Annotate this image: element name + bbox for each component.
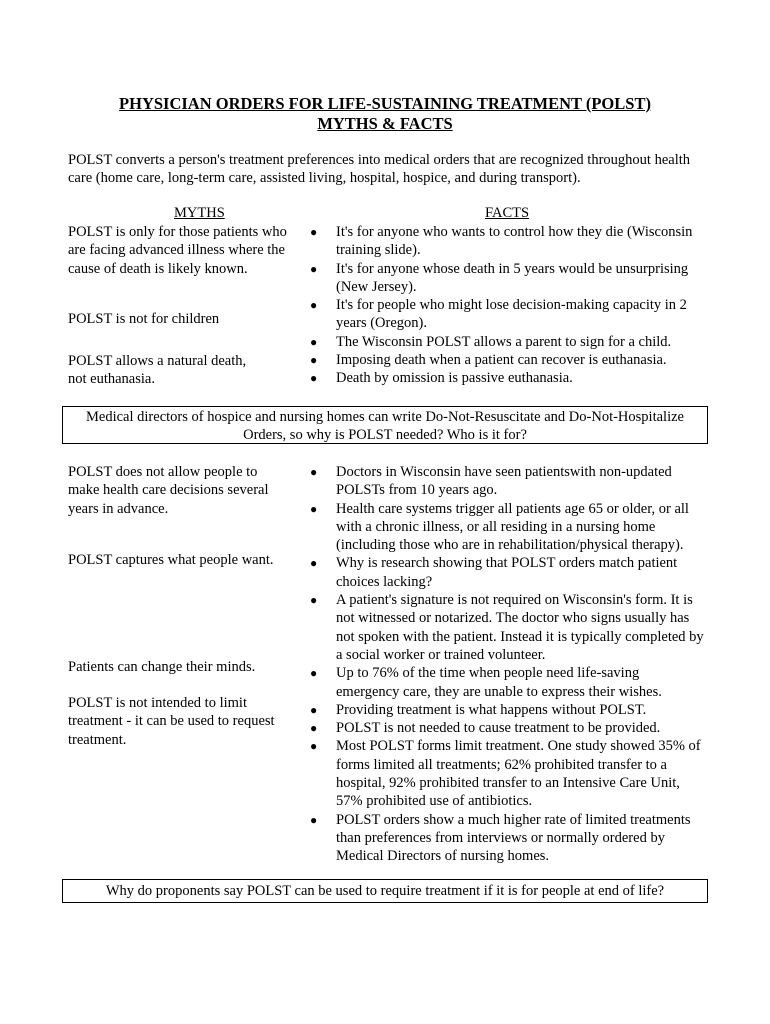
bullet-icon: ● (310, 334, 318, 349)
myth-item: POLST is not for children (68, 311, 220, 327)
list-item: ● It's for anyone who wants to control how they die (Wisconsin training slide). (310, 224, 693, 259)
list-item: ● Up to 76% of the time when people need life-saving emergency care, they are unable to express their wishes. (310, 665, 662, 700)
bullet-icon: ● (310, 261, 318, 276)
list-item: ● POLST is not needed to cause treatment to be provided. (310, 720, 661, 737)
bullet-icon: ● (310, 556, 318, 571)
question-box-1: Medical directors of hospice and nursing homes can write Do-Not-Resuscitate and Do-Not-Hospitalize Orders, so why is POLST needed? Who is it for? (62, 406, 708, 444)
list-item: ● It's for people who might lose decision-making capacity in 2 years (Oregon). (310, 297, 687, 332)
list-item: ● A patient's signature is not required on Wisconsin's form. It is not witnessed or notarized. The doctor who signs usually has not spoken with the patient. Instead it is typically completed by a social worker or trained volunteer. (310, 592, 704, 663)
myth-item: POLST does not allow people to make health care decisions several years in advance. (68, 464, 269, 517)
list-item: ● The Wisconsin POLST allows a parent to sign for a child. (310, 333, 672, 350)
myth-item: POLST is only for those patients who are facing advanced illness where the cause of death is likely known. (68, 224, 287, 277)
bullet-icon: ● (310, 298, 318, 313)
bullet-icon: ● (310, 721, 318, 736)
bullet-icon: ● (310, 371, 318, 386)
document-title (60, 94, 710, 134)
intro-paragraph: POLST converts a person's treatment preferences into medical orders that are recognized throughout health care (home care, long-term care, assisted living, hospital, hospice, and during transport). (68, 152, 690, 187)
bullet-icon: ● (310, 225, 318, 239)
myth-item: POLST captures what people want. (68, 552, 274, 568)
list-item: ● POLST orders show a much higher rate of limited treatments than preferences from interviews or normally ordered by Medical Directors of nursing homes. (310, 811, 691, 865)
list-item: ● Death by omission is passive euthanasia. (310, 370, 573, 387)
bullet-icon: ● (310, 465, 318, 479)
title-line-1: PHYSICIAN ORDERS FOR LIFE-SUSTAINING TREATMENT (POLST) (119, 94, 651, 113)
bullet-icon: ● (310, 353, 318, 368)
facts-header: FACTS (485, 205, 530, 221)
myths-header: MYTHS (174, 205, 225, 221)
facts-list-1 (306, 223, 706, 388)
bullet-icon: ● (310, 739, 318, 754)
list-item: ● Imposing death when a patient can recover is euthanasia. (310, 352, 667, 369)
bullet-icon: ● (310, 593, 318, 608)
myth-item: POLST is not intended to limit treatment - it can be used to request treatment. (68, 695, 275, 748)
list-item: ● Why is research showing that POLST orders match patient choices lacking? (310, 555, 678, 590)
list-item: ● Doctors in Wisconsin have seen patientswith non-updated POLSTs from 10 years ago. (310, 464, 672, 499)
title-line-2: MYTHS & FACTS (317, 114, 453, 133)
list-item: ● Health care systems trigger all patients age 65 or older, or all with a chronic illness, or all residing in a nursing home (including those who are in rehabilitation/physical therapy). (310, 500, 689, 554)
myth-item: Patients can change their minds. (68, 659, 256, 675)
bullet-icon: ● (310, 501, 318, 516)
bullet-icon: ● (310, 812, 318, 827)
question-box-2: Why do proponents say POLST can be used to require treatment if it is for people at end of life? (62, 879, 708, 903)
list-item: ● Most POLST forms limit treatment. One study showed 35% of forms limited all treatments; 62% prohibited transfer to a hospital, 92% prohibited transfer to an Intensive Care Unit, 57% prohibited use of antibiotics. (310, 738, 701, 810)
bullet-icon: ● (310, 702, 318, 717)
list-item: ● It's for anyone whose death in 5 years would be unsurprising (New Jersey). (310, 260, 689, 295)
list-item: ● Providing treatment is what happens without POLST. (310, 701, 647, 718)
facts-list-2 (306, 463, 706, 866)
bullet-icon: ● (310, 666, 318, 681)
myth-item: POLST allows a natural death, not euthanasia. (68, 353, 247, 388)
